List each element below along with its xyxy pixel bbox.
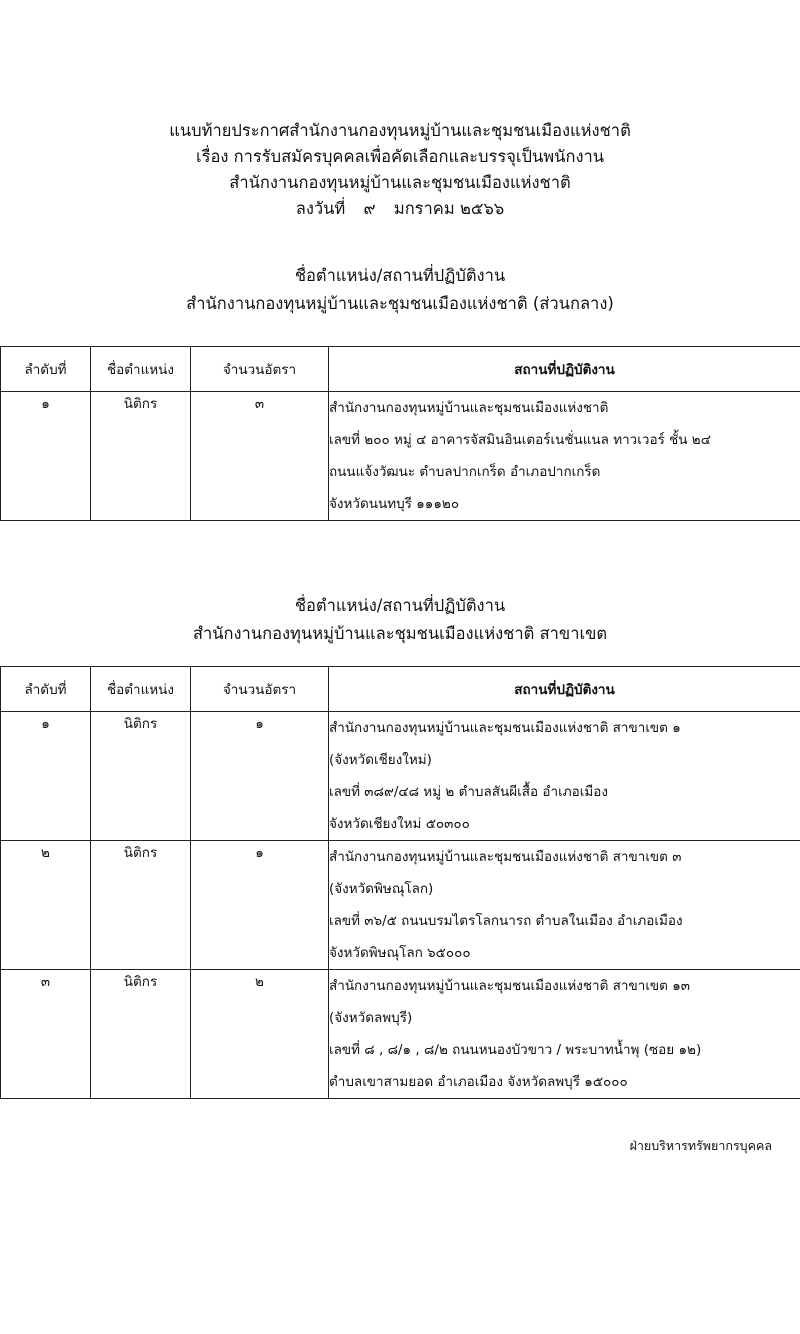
row-count: ๒ xyxy=(191,970,329,1099)
header-count: จำนวนอัตรา xyxy=(191,347,329,392)
place-line: ถนนแจ้งวัฒนะ ตำบลปากเกร็ด อำเภอปากเกร็ด xyxy=(329,464,601,480)
place-line: สำนักงานกองทุนหมู่บ้านและชุมชนเมืองแห่งชาติ สาขาเขต ๑๓ xyxy=(329,978,691,994)
date-month-year: มกราคม ๒๕๖๖ xyxy=(393,199,505,218)
table-central xyxy=(0,346,800,521)
row-position: นิติกร xyxy=(91,712,191,841)
row-no: ๓ xyxy=(1,970,91,1099)
section-1-title xyxy=(0,262,800,318)
row-position: นิติกร xyxy=(91,970,191,1099)
header-date xyxy=(0,196,800,222)
header-line-3: สำนักงานกองทุนหมู่บ้านและชุมชนเมืองแห่งชาติ xyxy=(229,173,571,192)
table-row xyxy=(1,712,800,841)
row-position: นิติกร xyxy=(91,841,191,970)
section-2-title-line-1: ชื่อตำแหน่ง/สถานที่ปฏิบัติงาน xyxy=(294,596,506,615)
row-count: ๑ xyxy=(191,841,329,970)
header-place: สถานที่ปฏิบัติงาน xyxy=(329,667,800,712)
header-line-1: แนบท้ายประกาศสำนักงานกองทุนหมู่บ้านและชุมชนเมืองแห่งชาติ xyxy=(169,121,631,140)
place-line: สำนักงานกองทุนหมู่บ้านและชุมชนเมืองแห่งชาติ สาขาเขต ๓ xyxy=(329,849,682,865)
row-position: นิติกร xyxy=(91,392,191,521)
place-line: เลขที่ ๓๖/๕ ถนนบรมไตรโลกนารถ ตำบลในเมือง อำเภอเมือง xyxy=(329,913,683,929)
row-count: ๑ xyxy=(191,712,329,841)
row-place xyxy=(329,712,800,841)
section-2-title xyxy=(0,592,800,648)
place-line: เลขที่ ๘ , ๘/๑ , ๘/๒ ถนนหนองบัวขาว / พระบาทน้ำพุ (ซอย ๑๒) xyxy=(329,1042,702,1058)
header-no: ลำดับที่ xyxy=(1,347,91,392)
table-header-row xyxy=(1,667,800,712)
place-line: เลขที่ ๒๐๐ หมู่ ๔ อาคารจัสมินอินเตอร์เนชั่นแนล ทาวเวอร์ ชั้น ๒๔ xyxy=(329,432,711,448)
section-1-title-line-1: ชื่อตำแหน่ง/สถานที่ปฏิบัติงาน xyxy=(294,266,506,285)
place-line: จังหวัดพิษณุโลก ๖๕๐๐๐ xyxy=(329,945,471,961)
header-no: ลำดับที่ xyxy=(1,667,91,712)
header-place: สถานที่ปฏิบัติงาน xyxy=(329,347,800,392)
header-count: จำนวนอัตรา xyxy=(191,667,329,712)
row-count: ๓ xyxy=(191,392,329,521)
table-header-row xyxy=(1,347,800,392)
row-no: ๑ xyxy=(1,392,91,521)
row-no: ๒ xyxy=(1,841,91,970)
place-line: จังหวัดนนทบุรี ๑๑๑๒๐ xyxy=(329,496,460,512)
place-line: ตำบลเขาสามยอด อำเภอเมือง จังหวัดลพบุรี ๑๕๐๐๐ xyxy=(329,1074,628,1090)
table-row xyxy=(1,841,800,970)
place-line: (จังหวัดลพบุรี) xyxy=(329,1010,413,1026)
place-line: (จังหวัดพิษณุโลก) xyxy=(329,881,434,897)
row-place xyxy=(329,841,800,970)
table-regional xyxy=(0,666,800,1099)
place-line: สำนักงานกองทุนหมู่บ้านและชุมชนเมืองแห่งชาติ สาขาเขต ๑ xyxy=(329,720,681,736)
place-line: สำนักงานกองทุนหมู่บ้านและชุมชนเมืองแห่งชาติ xyxy=(329,400,609,416)
row-no: ๑ xyxy=(1,712,91,841)
document-header xyxy=(0,118,800,222)
row-place xyxy=(329,970,800,1099)
place-line: (จังหวัดเชียงใหม่) xyxy=(329,752,432,768)
date-label: ลงวันที่ xyxy=(295,199,346,218)
place-line: จังหวัดเชียงใหม่ ๕๐๓๐๐ xyxy=(329,816,470,832)
table-row xyxy=(1,970,800,1099)
section-2-title-line-2: สำนักงานกองทุนหมู่บ้านและชุมชนเมืองแห่งชาติ สาขาเขต xyxy=(192,624,608,643)
date-day: ๙ xyxy=(363,199,376,218)
table-row xyxy=(1,392,800,521)
header-line-2: เรื่อง การรับสมัครบุคคลเพื่อคัดเลือกและบรรจุเป็นพนักงาน xyxy=(195,147,605,166)
footer-department: ฝ่ายบริหารทรัพยากรบุคคล xyxy=(629,1138,772,1153)
section-1-title-line-2: สำนักงานกองทุนหมู่บ้านและชุมชนเมืองแห่งชาติ (ส่วนกลาง) xyxy=(186,294,614,313)
row-place xyxy=(329,392,800,521)
header-position: ชื่อตำแหน่ง xyxy=(91,667,191,712)
place-line: เลขที่ ๓๘๙/๔๘ หมู่ ๒ ตำบลสันผีเสื้อ อำเภอเมือง xyxy=(329,784,608,800)
header-position: ชื่อตำแหน่ง xyxy=(91,347,191,392)
